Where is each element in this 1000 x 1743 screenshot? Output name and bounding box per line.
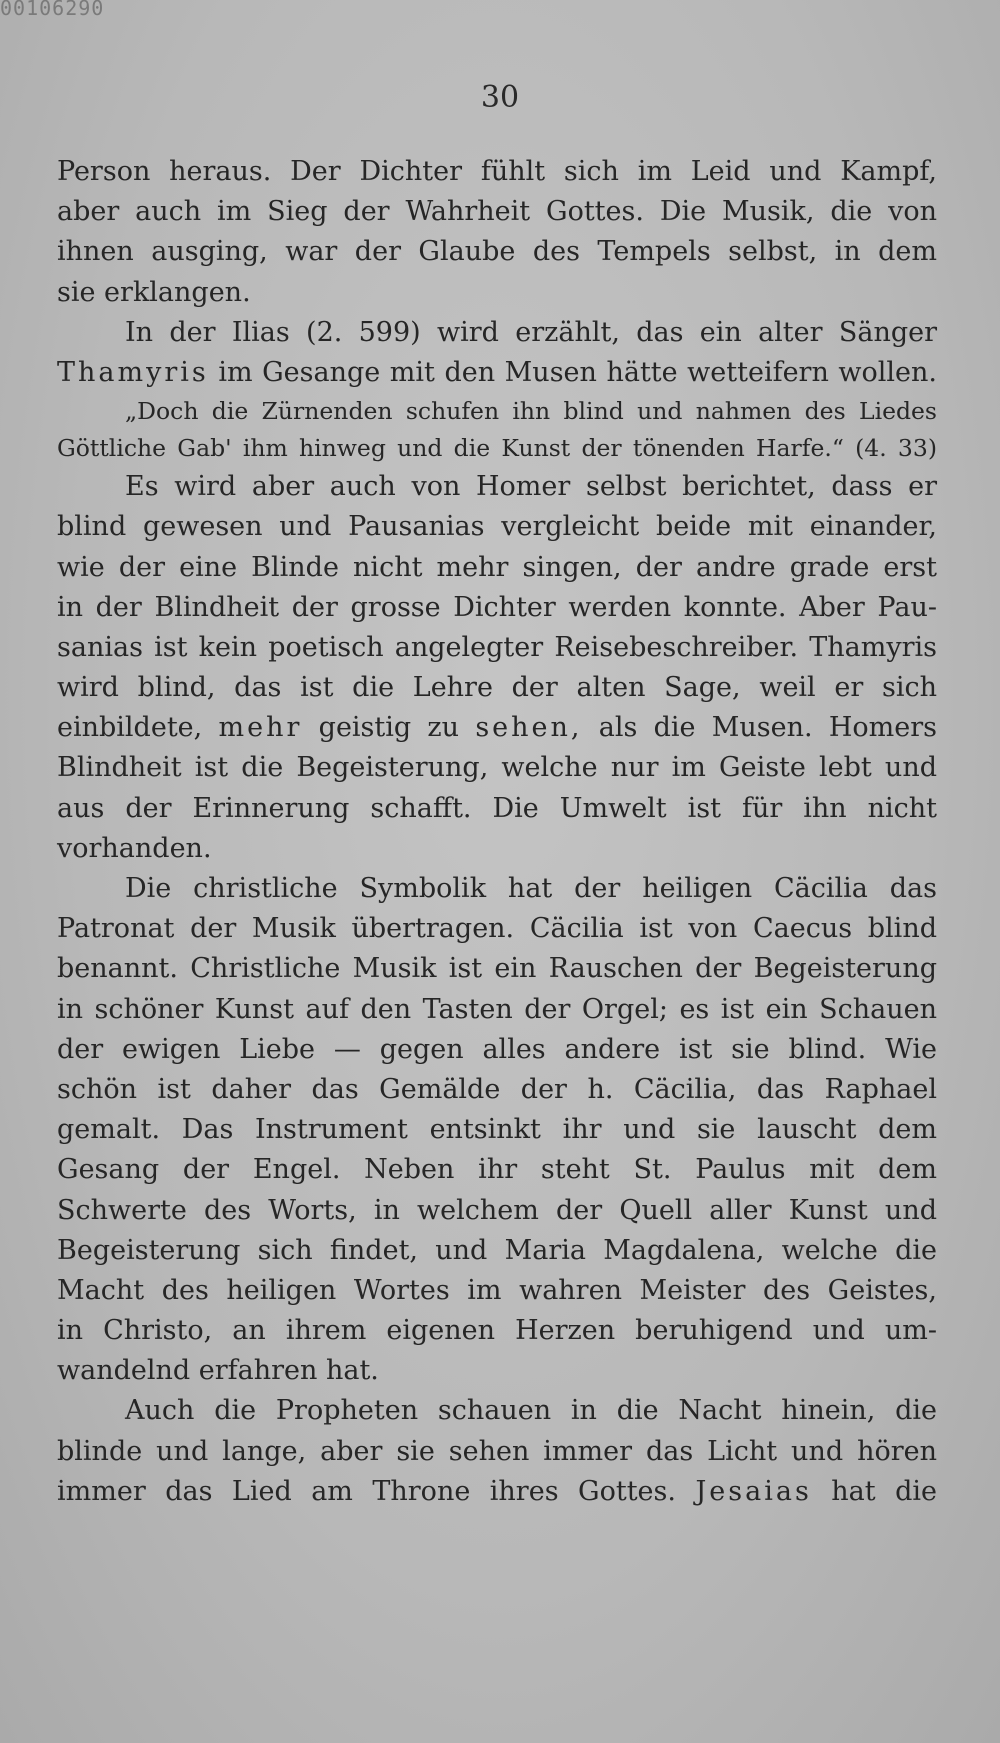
text-line: sie erklangen. [57,276,251,308]
text-line: in schöner Kunst auf den Tasten der Orgel; es ist ein Schauen [57,993,937,1025]
spaced-name: Thamyris [57,356,209,388]
text-fragment: hat die [831,1475,937,1507]
text-line: Gesang der Engel. Neben ihr steht St. Paulus mit dem [57,1154,937,1186]
text-line: schön ist daher das Gemälde der h. Cäcilia, das Raphael [57,1073,937,1105]
text-line: Patronat der Musik übertragen. Cäcilia ist von Caecus blind [57,913,937,945]
text-line: Auch die Propheten schauen in die Nacht hinein, die [125,1395,937,1427]
text-line [57,1472,937,1512]
page-number: 30 [480,80,520,115]
text-line [57,708,937,748]
body-text [57,152,937,1512]
text-line: Blindheit ist die Begeisterung, welche nur im Geiste lebt und [57,752,937,784]
spaced-word: sehen, [475,712,583,744]
text-line: in Christo, an ihrem eigenen Herzen beruhigend und um- [57,1315,937,1347]
text-line: sanias ist kein poetisch angelegter Reisebeschreiber. Thamyris [57,631,937,663]
text-fragment: einbildete, [57,712,203,744]
text-line: Macht des heiligen Wortes im wahren Meister des Geistes, [57,1274,937,1306]
text-line [57,353,937,393]
text-line: wandelnd erfahren hat. [57,1355,379,1387]
text-line: gemalt. Das Instrument entsinkt ihr und sie lauscht dem [57,1114,937,1146]
text-line: Schwerte des Worts, in welchem der Quell aller Kunst und [57,1194,937,1226]
text-line: benannt. Christliche Musik ist ein Rauschen der Begeisterung [57,953,937,985]
text-fragment: immer das Lied am Throne ihres Gottes. [57,1475,676,1507]
text-fragment: geistig zu [318,712,460,744]
scan-id-fragment: 00106290 [0,0,105,20]
text-line: Die christliche Symbolik hat der heiligen Cäcilia das [125,873,937,904]
text-line: ihnen ausging, war der Glaube des Tempels selbst, in dem [57,236,937,268]
spaced-word: mehr [218,712,303,744]
verse-quote-line: Göttliche Gab' ihm hinweg und die Kunst der tönenden Harfe.“ (4. 33) [57,434,937,463]
text-line: blinde und lange, aber sie sehen immer das Licht und hören [57,1435,937,1467]
text-line: blind gewesen und Pausanias vergleicht beide mit einander, [57,511,937,543]
text-line: Person heraus. Der Dichter fühlt sich im Leid und Kampf, [57,156,937,187]
text-fragment: als die Musen. Homers [598,712,937,744]
text-line: aus der Erinnerung schafft. Die Umwelt ist für ihn nicht [57,792,937,824]
text-line: wird blind, das ist die Lehre der alten Sage, weil er sich [57,672,937,704]
text-line: In der Ilias (2. 599) wird erzählt, das ein alter Sänger [125,316,937,348]
text-line: in der Blindheit der grosse Dichter werden konnte. Aber Pau- [57,591,937,623]
verse-quote-line: „Doch die Zürnenden schufen ihn blind und nahmen des Liedes [125,397,937,426]
text-line: Es wird aber auch von Homer selbst berichtet, dass er [125,471,937,503]
text-line: Begeisterung sich findet, und Maria Magdalena, welche die [57,1234,937,1266]
text-line: der ewigen Liebe — gegen alles andere ist sie blind. Wie [57,1033,937,1065]
text-line: aber auch im Sieg der Wahrheit Gottes. Die Musik, die von [57,196,937,228]
text-line: wie der eine Blinde nicht mehr singen, der andre grade erst [57,551,937,583]
text-fragment: im Gesange mit den Musen hätte wetteifern wollen. [218,356,937,388]
text-line: vorhanden. [57,832,212,864]
spaced-name: Jesaias [695,1475,812,1507]
